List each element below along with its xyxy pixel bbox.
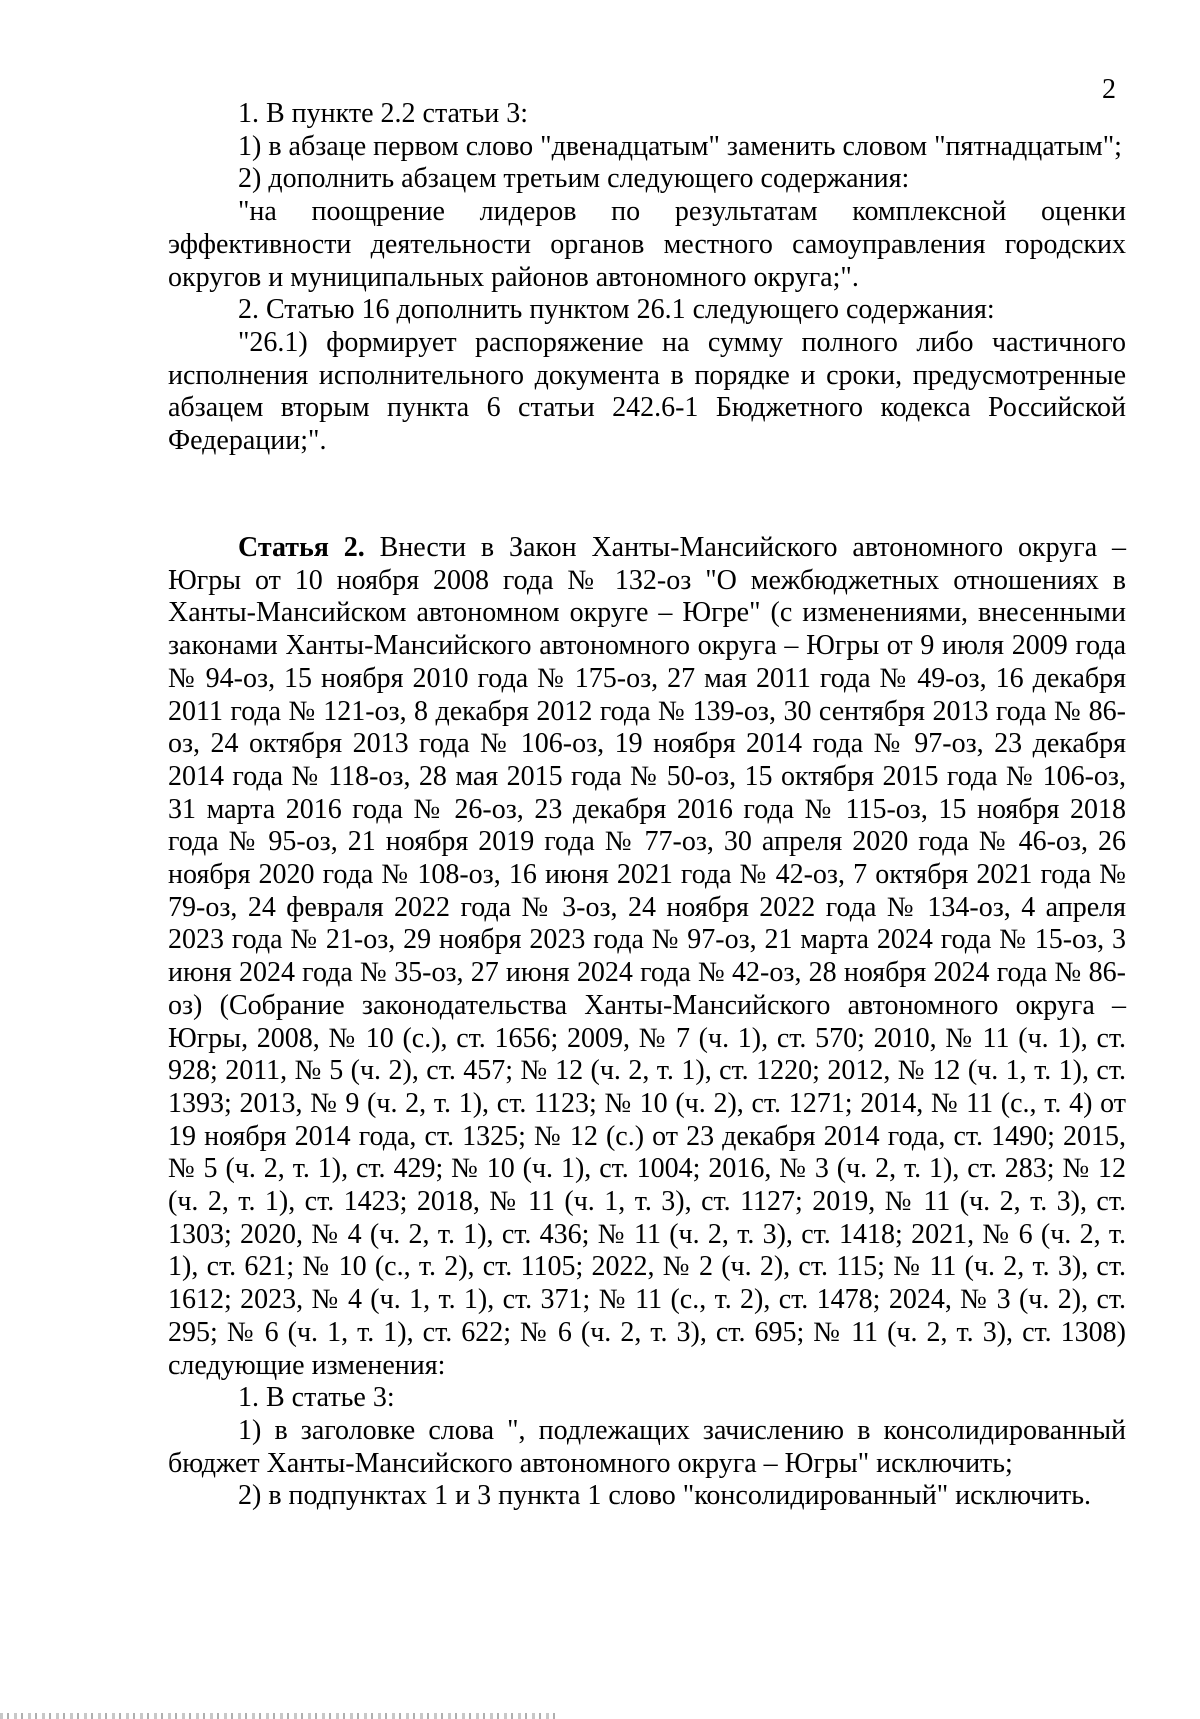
article-2-section bbox=[168, 532, 1126, 1513]
article-2-item-1: 1. В статье 3: bbox=[238, 1382, 395, 1414]
article-2-subitem-1: 1) в заголовке слова ", подлежащих зачислению в консолидированный бюджет Ханты-Мансийского автономного округа – Югры" исключить; bbox=[168, 1414, 1126, 1479]
article-2-subitem-2: 2) в подпунктах 1 и 3 пункта 1 слово "консолидированный" исключить. bbox=[238, 1480, 1092, 1512]
amendments-article-1 bbox=[168, 98, 1126, 458]
paragraph-subitem-1: 1) в абзаце первом слово "двенадцатым" заменить словом "пятнадцатым"; bbox=[238, 130, 1122, 162]
article-2-title: Статья 2. bbox=[238, 532, 365, 563]
page-number: 2 bbox=[1102, 74, 1116, 105]
article-2-text: Внести в Закон Ханты-Мансийского автономного округа – Югры от 10 ноября 2008 года № 132-оз "О межбюджетных отношениях в Ханты-Мансийском автономном округе – Югре" (с изменениями, внесенными законами Ханты-Мансийского автономного округа – Югры от 9 июля 2009 года № 94-оз, 15 ноября 2010 года № 175-оз, 27 мая 2011 года № 49-оз, 16 декабря 2011 года № 121-оз, 8 декабря 2012 года № 139-оз, 30 сентября 2013 года № 86-оз, 24 октября 2013 года № 106-оз, 19 ноября 2014 года № 97-оз, 23 декабря 2014 года № 118-оз, 28 мая 2015 года № 50-оз, 15 октября 2015 года № 106-оз, 31 марта 2016 года № 26-оз, 23 декабря 2016 года № 115-оз, 15 ноября 2018 года № 95-оз, 21 ноября 2019 года № 77-оз, 30 апреля 2020 года № 46-оз, 26 ноября 2020 года № 108-оз, 16 июня 2021 года № 42-оз, 7 октября 2021 года № 79-оз, 24 февраля 2022 года № 3-оз, 24 ноября 2022 года № 134-оз, 4 апреля 2023 года № 21-оз, 29 ноября 2023 года № 97-оз, 21 марта 2024 года № 15-оз, 3 июня 2024 года № 35-оз, 27 июня 2024 года № 42-оз, 28 ноября 2024 года № 86-оз) (Собрание законодательства Ханты-Мансийского автономного округа – Югры, 2008, № 10 (с.), ст. 1656; 2009, № 7 (ч. 1), ст. 570; 2010, № 11 (ч. 1), ст. 928; 2011, № 5 (ч. 2), ст. 457; № 12 (ч. 2, т. 1), ст. 1220; 2012, № 12 (ч. 1, т. 1), ст. 1393; 2013, № 9 (ч. 2, т. 1), ст. 1123; № 10 (ч. 2), ст. 1271; 2014, № 11 (с., т. 4) от 19 ноября 2014 года, ст. 1325; № 12 (с.) от 23 декабря 2014 года, ст. 1490; 2015, № 5 (ч. 2, т. 1), ст. 429; № 10 (ч. 1), ст. 1004; 2016, № 3 (ч. 2, т. 1), ст. 283; № 12 (ч. 2, т. 1), ст. 1423; 2018, № 11 (ч. 1, т. 3), ст. 1127; 2019, № 11 (ч. 2, т. 3), ст. 1303; 2020, № 4 (ч. 2, т. 1), ст. 436; № 11 (ч. 2, т. 3), ст. 1418; 2021, № 6 (ч. 2, т. 1), ст. 621; № 10 (с., т. 2), ст. 1105; 2022, № 2 (ч. 2), ст. 115; № 11 (ч. 2, т. 3), ст. 1612; 2023, № 4 (ч. 1, т. 1), ст. 371; № 11 (с., т. 2), ст. 1478; 2024, № 3 (ч. 2), ст. 295; № 6 (ч. 1, т. 1), ст. 622; № 6 (ч. 2, т. 3), ст. 695; № 11 (ч. 2, т. 3), ст. 1308) следующие изменения: bbox=[168, 532, 1126, 1381]
paragraph-quote-26-1: "26.1) формирует распоряжение на сумму полного либо частичного исполнения исполнительного документа в порядке и сроки, предусмотренные абзацем вторым пункта 6 статьи 242.6-1 Бюджетного кодекса Российской Федерации;". bbox=[168, 326, 1126, 457]
scan-edge-artifact bbox=[0, 1713, 560, 1719]
paragraph-item-2: 2. Статью 16 дополнить пунктом 26.1 следующего содержания: bbox=[238, 294, 995, 326]
paragraph-item-1: 1. В пункте 2.2 статьи 3: bbox=[238, 98, 529, 129]
paragraph-quote-incentive: "на поощрение лидеров по результатам комплексной оценки эффективности деятельности органов местного самоуправления городских округов и муниципальных районов автономного округа;". bbox=[168, 196, 1126, 293]
article-2-paragraph bbox=[168, 532, 1126, 1382]
paragraph-subitem-2: 2) дополнить абзацем третьим следующего содержания: bbox=[238, 163, 910, 195]
